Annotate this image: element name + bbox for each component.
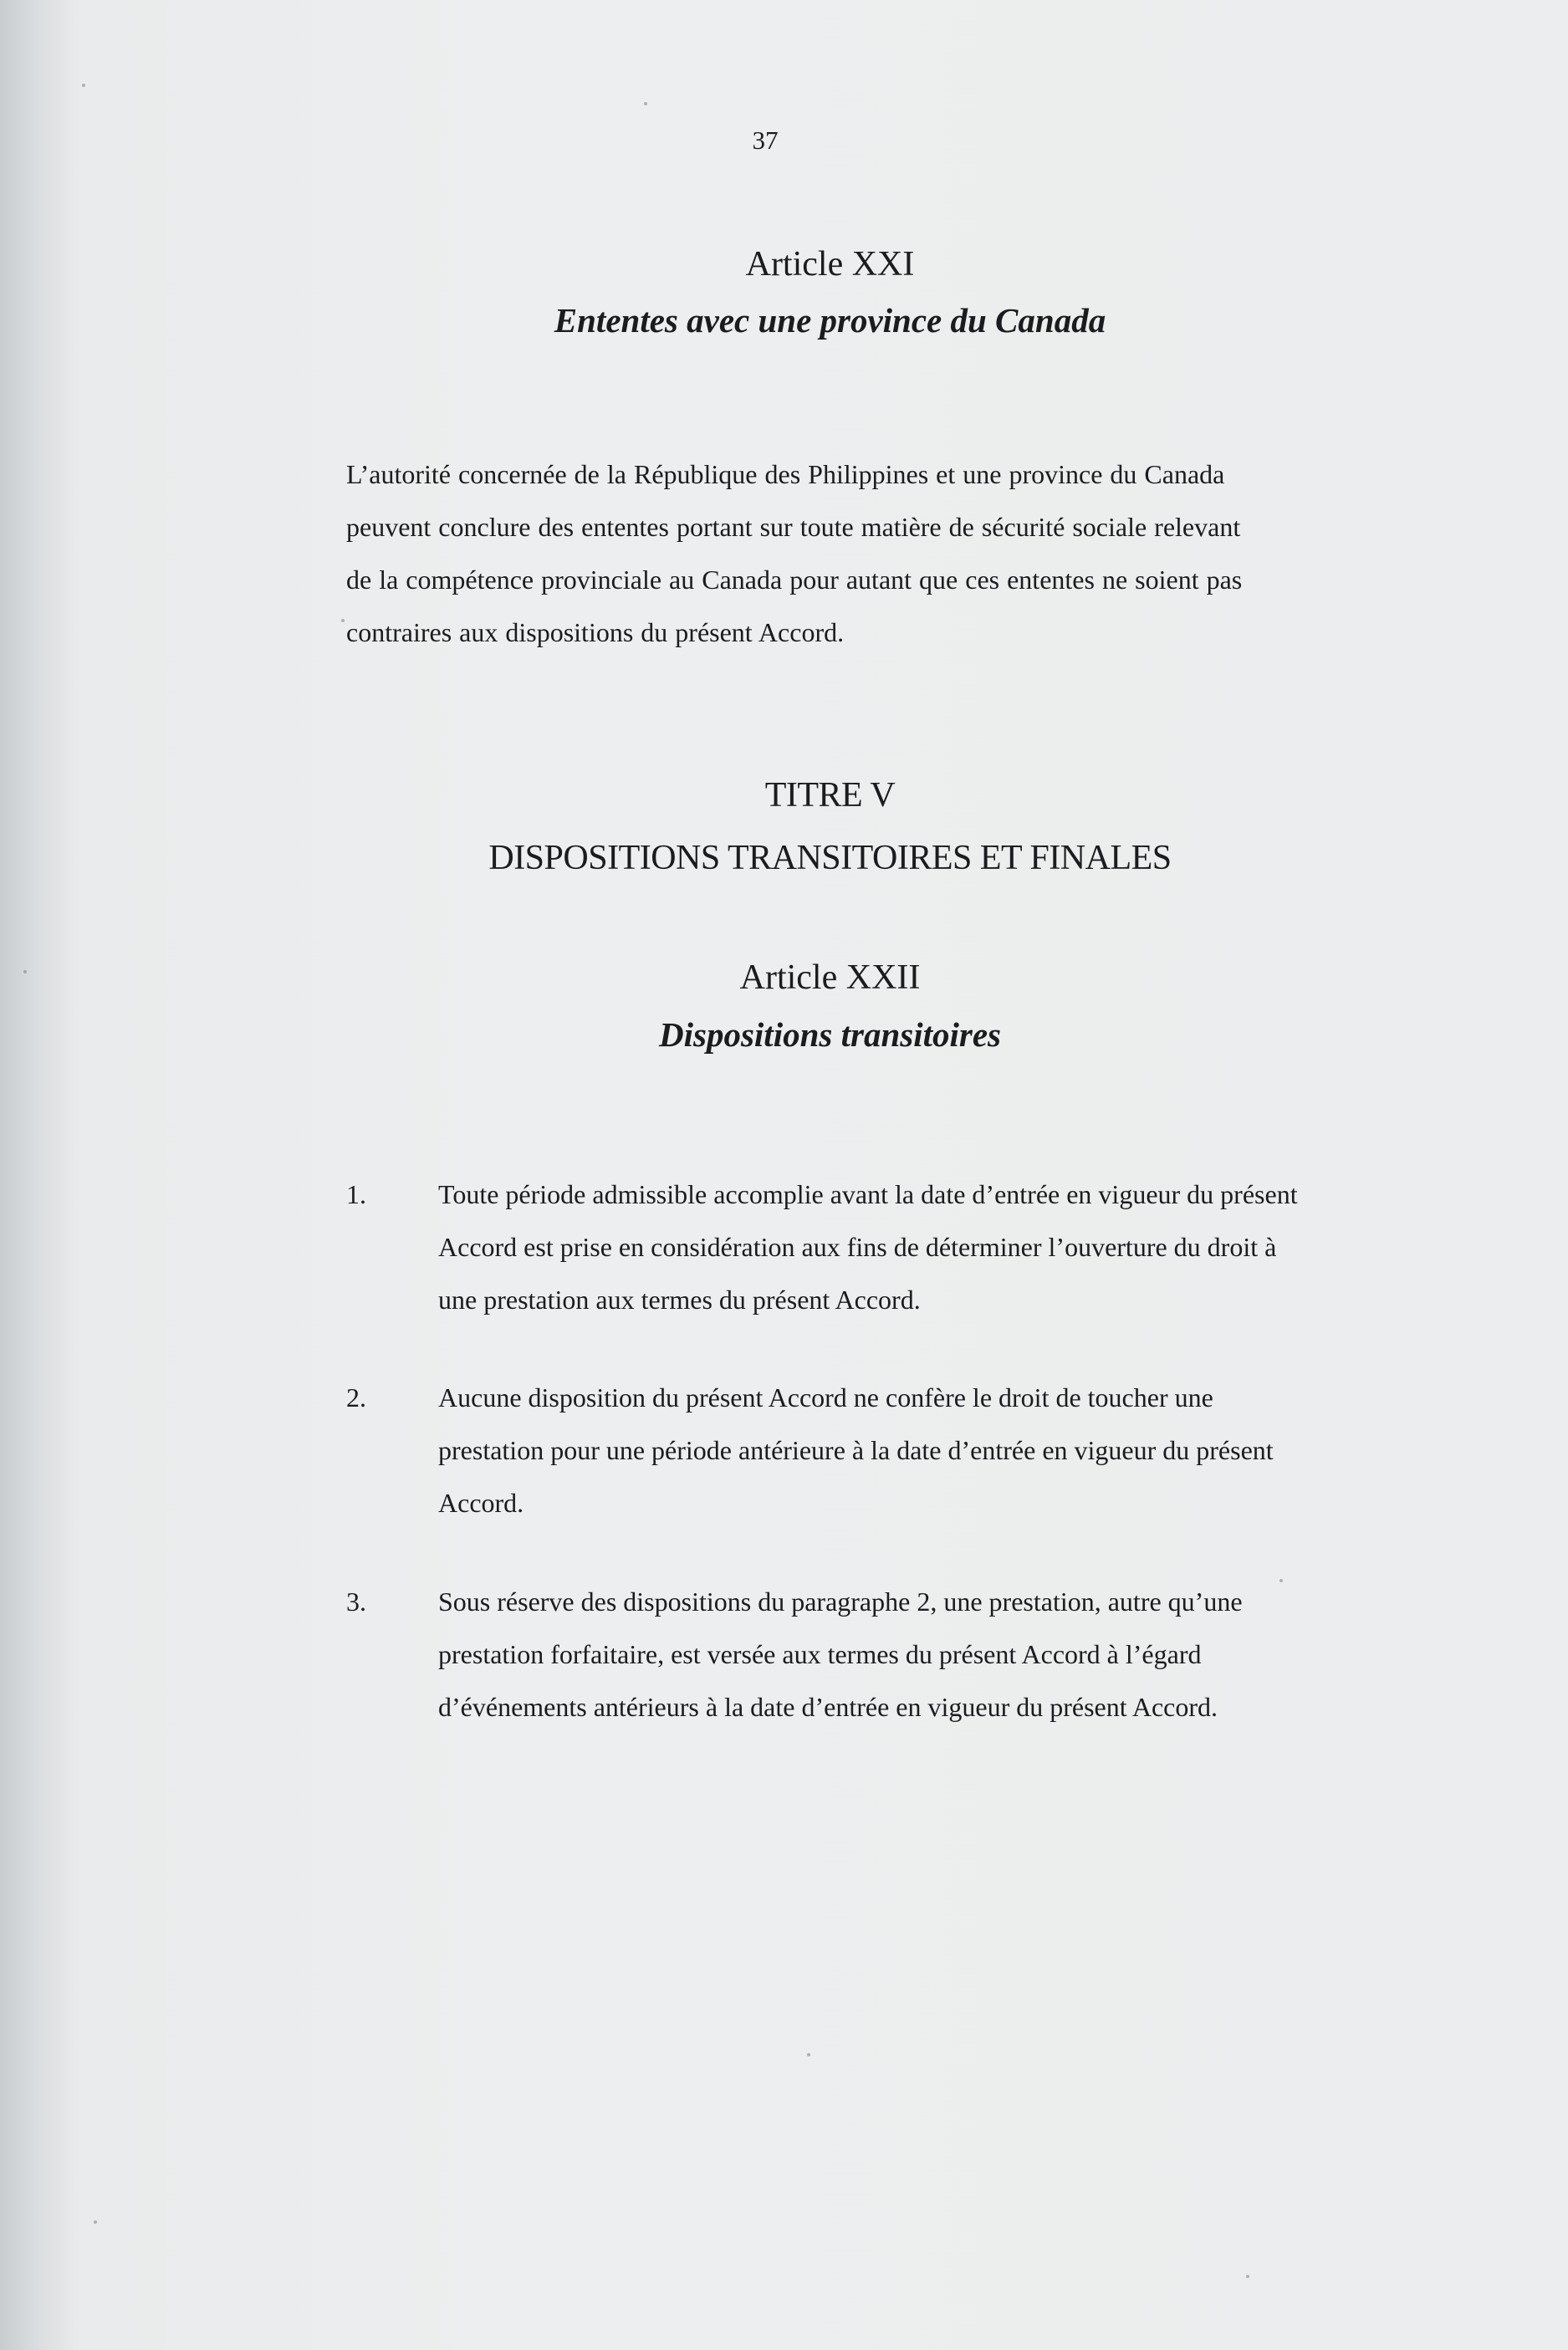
list-item-number: 2. [346,1382,366,1413]
list-item-text: Sous réserve des dispositions du paragraphe 2, une prestation, autre qu’une prestation forfaitaire, est versée aux termes du présent Accord à l’égard d’événements antérieurs à la date d’entrée en vigueur du présent Accord. [438,1586,1243,1722]
list-item [346,1168,1308,1352]
titre-v-heading: TITRE V [764,776,896,815]
paper-speck [341,619,345,622]
titre-v-subtitle: DISPOSITIONS TRANSITOIRES ET FINALES [488,839,1172,877]
paper-speck [1246,2275,1249,2278]
list-item [346,1372,1308,1556]
article-xxi-heading: Article XXI [745,245,915,284]
list-item-text: Toute période admissible accomplie avant la date d’entrée en vigueur du présent Accord est prise en considération aux fins de déterminer l’ouverture du droit à une prestation aux termes du présent Accord. [438,1179,1298,1315]
paper-speck [94,2220,97,2224]
paper-speck [82,84,85,87]
article-xxi-subheading: Ententes avec une province du Canada [554,301,1106,340]
list-item-number: 3. [346,1586,366,1617]
list-item-number: 1. [346,1179,366,1209]
paper-speck [23,970,27,973]
list-item [346,1576,1308,1760]
paper-speck [1279,1579,1283,1582]
list-item-text: Aucune disposition du présent Accord ne confère le droit de toucher une prestation pour une période antérieure à la date d’entrée en vigueur du présent Accord. [438,1382,1274,1518]
paper-speck [644,102,647,105]
paper-speck [807,2053,810,2056]
page-number: 37 [752,125,779,155]
article-xxi-paragraph: L’autorité concernée de la République des Philippines et une province du Canada peuvent conclure des ententes portant sur toute matière de sécurité sociale relevant de la compétence provinciale au Canada pour autant que ces ententes ne soient pas contraires aux dispositions du présent Accord. [346,459,1243,647]
article-xxii-subheading: Dispositions transitoires [659,1015,1001,1054]
article-xxii-heading: Article XXII [739,958,921,997]
